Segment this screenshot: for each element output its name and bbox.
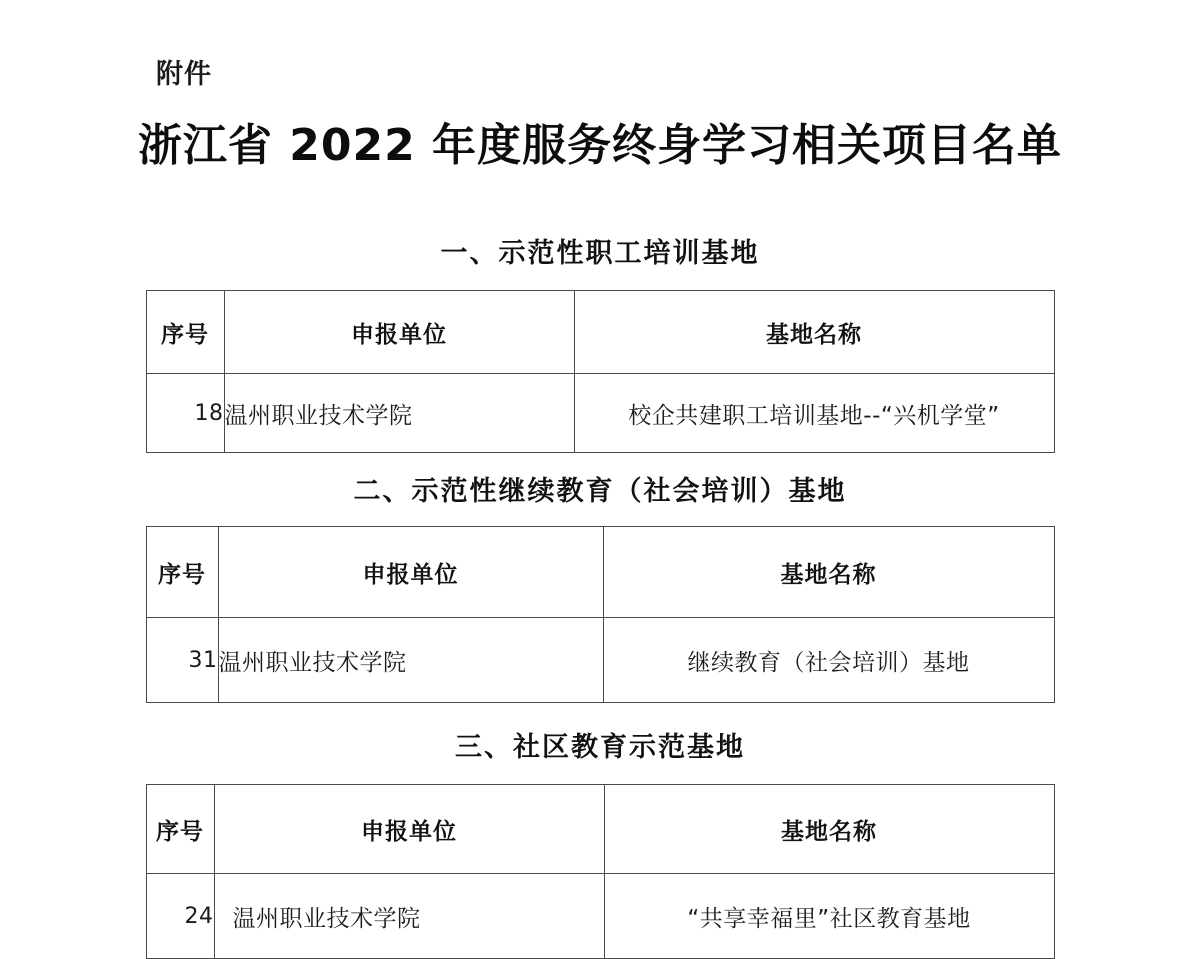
table-header-row <box>146 785 1054 874</box>
cell-base: 校企共建职工培训基地--“兴机学堂” <box>574 374 1054 453</box>
cell-no: 24 <box>146 874 214 959</box>
column-header-base: 基地名称 <box>604 785 1054 874</box>
table-header-row <box>146 291 1054 374</box>
cell-no: 31 <box>146 618 218 703</box>
cell-base: “共享幸福里”社区教育基地 <box>604 874 1054 959</box>
column-header-unit: 申报单位 <box>218 527 603 618</box>
attachment-label: 附件 <box>156 59 212 90</box>
cell-unit: 温州职业技术学院 <box>218 618 603 703</box>
page-title: 浙江省 2022 年度服务终身学习相关项目名单 <box>137 120 1063 171</box>
column-header-unit: 申报单位 <box>214 785 604 874</box>
cell-unit: 温州职业技术学院 <box>214 874 604 959</box>
column-header-no: 序号 <box>146 291 224 374</box>
table-section-3 <box>146 784 1055 959</box>
cell-unit: 温州职业技术学院 <box>224 374 574 453</box>
table-row <box>146 874 1054 959</box>
column-header-base: 基地名称 <box>603 527 1054 618</box>
table-section-2 <box>146 526 1055 703</box>
column-header-base: 基地名称 <box>574 291 1054 374</box>
column-header-no: 序号 <box>146 785 214 874</box>
column-header-unit: 申报单位 <box>224 291 574 374</box>
section-heading-2: 二、示范性继续教育（社会培训）基地 <box>353 476 847 507</box>
table-header-row <box>146 527 1054 618</box>
section-heading-3: 三、社区教育示范基地 <box>455 732 745 763</box>
table-row <box>146 374 1054 453</box>
table-section-1 <box>146 290 1055 453</box>
table-row <box>146 618 1054 703</box>
column-header-no: 序号 <box>146 527 218 618</box>
cell-base: 继续教育（社会培训）基地 <box>603 618 1054 703</box>
section-heading-1: 一、示范性职工培训基地 <box>440 238 760 269</box>
cell-no: 18 <box>146 374 224 453</box>
